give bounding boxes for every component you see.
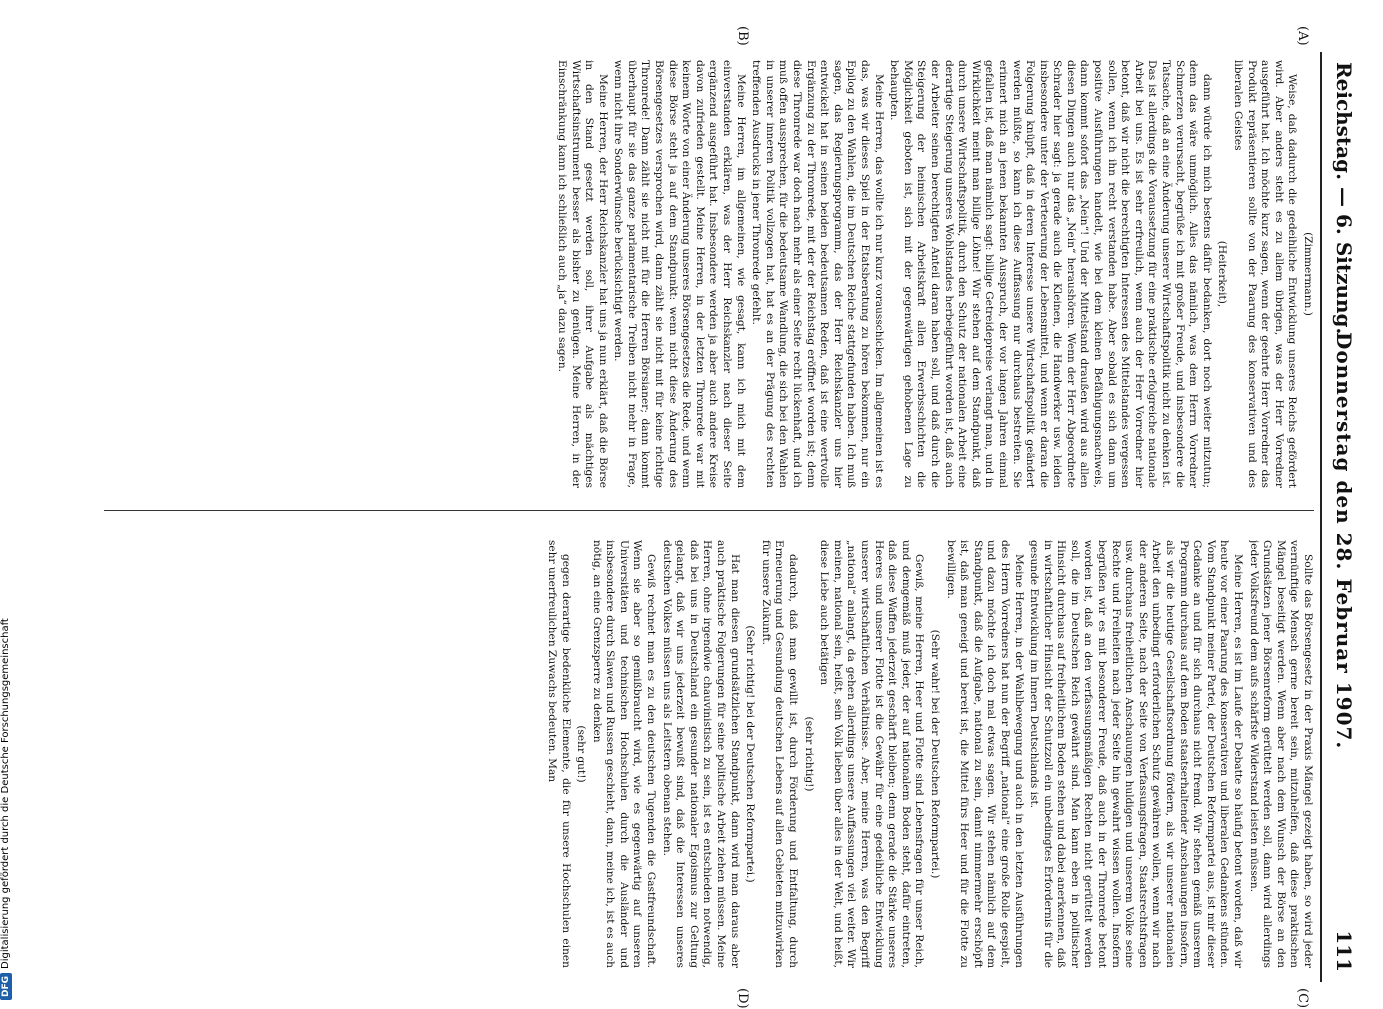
- header-rule: [1320, 52, 1322, 982]
- margin-marker-b: (B): [735, 26, 750, 46]
- paragraph: Weise, daß dadurch die gedeihliche Entwicklung unseres Reichs gefördert wird. Aber anders steht es zu allem übrigen, was der Herr Vorredner ausgeführt hat. Ich möchte kurz sagen, wenn der geehrte Herr Vorredner das Produkt repräsentieren sollte von der Paarung des konservativen und des liberalen Geistes: [1232, 60, 1299, 488]
- paragraph: Meine Herren, der Herr Reichskanzler hat uns ja nun erklärt, daß die Börse in den Stand gesetzt werden soll, ihrer Aufgabe als mächtiges Wirtschaftsinstrument besser als bisher zu genügen. Meine Herren, in der Einschränkung kann ich schließlich auch „ja“ dazu sagen.: [555, 60, 609, 488]
- interjection: (Sehr wahr! bei der Deutschen Reformpartei.): [928, 629, 941, 879]
- interjection: (Heiterkeit),: [1216, 240, 1229, 308]
- left-column: [94, 60, 1314, 488]
- paragraph: Hat man diesen grundsätzlichen Standpunkt, dann wird man daraus aber auch praktische Folgerungen für seine politische Arbeit ziehen müssen. Meine Herren, ohne irgendwie chauvinistisch zu sein, ist es entschieden notwendig, daß bei uns in Deutschland ein gesunder nationaler Egoismus zur Geltung gelangt, daß wir uns jederzeit bewußt sind, daß die Interessen unseres deutschen Volkes müssen uns als Leitstern obenan stehen.: [660, 540, 741, 968]
- column-divider: [104, 510, 1314, 511]
- paragraph: Meine Herren, das wollte ich nur kurz vorausschicken. Im allgemeinen ist es das, was wir dieses Spiel in der Etatsberatung zu hören bekommen, nur ein Epilog zu den Wahlen, die im Deutschen Reiche stattgefunden haben. Ich muß sagen, das Regierungsprogramm, das der Herr Reichskanzler uns hier entwickelt hat in seinen beiden bedeutsamen Reden, daß ist eine wertvolle Ergänzung zu der Thronrede, mit der der Reichstag eröffnet worden ist; denn diese Thronrede war doch nach mehr als einer Seite recht lückenhaft, und ich muß offen aussprechen, für die bedeutsame Wandlung, die sich bei den Wahlen in unserer inneren Politik vollzogen hat, hat es an der Prägung des rechten treffenden Ausdrucks in jener Thronrede gefehlt.: [750, 60, 885, 488]
- paragraph: Sollte das Börsengesetz in der Praxis Mängel gezeigt haben, so wird jeder vernünftige Mensch gerne bereit sein, mitzuhelfen, daß diese praktischen Mängel beseitigt werden. Wenn aber nach dem Wunsch der Börse an den Grundsätzen jener Börsenreform gerüttelt werden soll, dann wird allerdings jeder Volksfreund dem aufs schärfste Widerstand leisten müssen.: [1247, 540, 1314, 968]
- right-column: [94, 540, 1314, 968]
- page-number: 111: [1332, 930, 1356, 972]
- header-center: Donnerstag den 28. Februar 1907.: [1332, 332, 1356, 750]
- paragraph: Meine Herren, im allgemeinen, wie gesagt, kann ich mich mit dem einverstanden erklären, was der Herr Reichskanzler nach dieser Seite ergänzend ausgeführt hat. Insbesondere werden ja aber auch andere Kreise davon zufrieden gestellt. Meine Herren, in der letzten Thronrede war mit keinem Worte von einer Änderung unseres Börsengesetzes die Rede, und wenn diese Börse steht ja auf dem Standpunkt: wenn nicht diese Änderung des Börsengesetzes versprochen wird, dann zählt sie nicht mit für keine richtige Thronrede! Dann zählt sie nicht mit für die Herren Börsianer; dann kommt überhaupt für sie das ganze parlamentarische Treiben nicht mehr in Frage, wenn nicht ihre Sonderwünsche berücksichtigt werden.: [612, 60, 747, 488]
- interjection: (sehr richtig!): [802, 716, 815, 792]
- running-header: [1322, 52, 1362, 982]
- digitization-credit: [0, 580, 12, 1000]
- paragraph: Gewiß, meine Herren, Heer und Flotte sind Lebensfragen für unser Reich, und demgemäß muß jeder, der auf nationalem Boden steht, dafür eintreten, daß diese Waffen jederzeit geschärft bleiben; denn gerade die Stärke unseres Heeres und unserer Flotte ist die Gewähr für eine gedeihliche Entwicklung unserer wirtschaftlichen Verhältnisse. Aber, meine Herren, was den Begriff „national“ anlangt, da gehen allerdings unsere Auffassungen viel weiter. Wir meinen, national sein, heißt, sein Volk lieben über alles in der Welt, und heißt, diese Liebe auch betätigen: [818, 540, 926, 968]
- paragraph: dann würde ich mich bestens dafür bedanken, dort noch weiter mitzutun; denn das wäre unmöglich. Alles das nämlich, was dem Herrn Vorredner Schmerzen verursacht, begrüße ich mit großer Freude, und insbesondere die Tatsache, daß an eine Änderung unserer Wirtschaftspolitik nicht zu denken ist. Das ist allerdings die Voraussetzung für eine praktische erfolgreiche nationale Arbeit bei uns. Es ist sehr erfreulich, wenn auch der Herr Vorredner hier betont, daß wir nicht die berechtigten Interessen des Mittelstandes vergessen sollen, wenn ich ihn recht verstanden habe. Aber sobald es sich dann um positive Ausführungen handelt, wie bei dem kleinen Befähigungsnachweis, dann kommt sofort das „Nein“! Und der Mittelstand draußen wird aus allen diesen Dingen auch nur das „Nein“ heraushören. Wenn der Herr Abgeordnete Schrader hier sagt: ja gerade auch die Kleinen, die Handwerker usw. leiden insbesondere unter der Verteuerung der Lebensmittel, und wenn er daran die Folgerung knüpft, daß in deren Interesse unsere Wirtschaftspolitik geändert werden müßte, so kann ich diese Auffassung nur durchaus bestreiten. Sie erinnert mich an jenen bekannten Ausspruch, der vor langen Jahren einmal gefallen ist, daß man nämlich sagt: billige Getreidepreise verlangt man, und in Wirklichkeit meint man billige Löhne! Wir stehen auf dem Standpunkt, daß durch unsere Wirtschaftspolitik, durch den Schutz der nationalen Arbeit eine derartige Steigerung unseres Wohlstandes herbeigeführt worden ist, daß auch der Arbeiter seinen berechtigten Anteil daran haben soll, und daß durch die Steigerung der heimischen Arbeitskraft allen Erwerbsschichten die Möglichkeit geboten ist, sich mit der gegenwärtigen gehobenen Lage zu behaupten.: [888, 60, 1213, 488]
- paragraph: Meine Herren, in der Wahlbewegung und auch in den letzten Ausführungen des Herrn Vorredners hat nun der Begriff „national“ eine große Rolle gespielt, und dazu möchte ich doch mal etwas sagen. Wir stehen nämlich auf dem Standpunkt, daß die Aufgabe, national zu sein, damit nimmermehr erschöpft ist, daß man geneigt und bereit ist, die Mittel fürs Heer und für die Flotte zu bewilligen.: [944, 540, 1025, 968]
- paragraph: gegen derartige bedenkliche Elemente, die für unsere Hochschulen einen sehr unerfreulichen Zuwachs bedeuten. Man: [545, 540, 572, 968]
- rotated-page: [72, 26, 1362, 1009]
- dfg-logo: DFG: [0, 973, 12, 1000]
- paragraph: dadurch, daß man gewillt ist, durch Förderung und Entfaltung, durch Erneuerung und Gesundung deutschen Lebens auf allen Gebieten mitzuwirken für unsere Zukunft.: [759, 540, 800, 968]
- paragraph: Meine Herren, es ist im Laufe der Debatte so häufig betont worden, daß wir heute vor einer Paarung des konservativen und liberalen Gedankens stünden. Vom Standpunkt meiner Partei, der Deutschen Reformpartei aus, ist mir dieser Gedanke an und für sich durchaus nicht fremd. Wir stehen gemäß unserem Programm durchaus auf dem Boden staatserhaltender Anschauungen insofern, als wir die heutige Gesellschaftsordnung fördern, als wir unserer nationalen Arbeit den unbedingt erforderlichen Schutz gewähren wollen, wenn wir nach der anderen Seite, nach der Seite von Verfassungsfragen, Staatsrechtsfragen usw. durchaus freiheitlichen Anschauungen huldigen und unserem Volke seine Rechte und Freiheiten nach jeder Seite hin gewahrt wissen wollen. Insofern begrüßen wir es mit besonderer Freude, daß auch in der Thronrede betont worden ist, daß an den verfassungsmäßigen Rechten nicht gerüttelt werden soll, die im Deutschen Reich gewährt sind. Man kann eben in politischer Hinsicht durchaus auf freiheitlichem Boden stehen und dabei anerkennen, daß in wirtschaftlicher Hinsicht der Schutzzoll ein unbedingtes Erfordernis für die gesunde Entwicklung im Innern Deutschlands ist.: [1028, 540, 1245, 968]
- interjection: (sehr gut!): [575, 725, 588, 783]
- margin-marker-a: (A): [1295, 26, 1310, 46]
- paragraph: Gewiß rechnet man es zu den deutschen Tugenden die Gastfreundschaft. Wenn sie aber so gemißbraucht wird, wie es gegenwärtig auf unseren Universitäten und technischen Hochschulen durch die Ausländer und insbesondere durch Slawen und Russen geschieht, dann, meine ich, ist es auch nötig, an eine Grenzsperre zu denken: [590, 540, 658, 968]
- interjection: (Sehr richtig! bei der Deutschen Reformpartei.): [744, 625, 757, 883]
- margin-marker-d: (D): [735, 988, 750, 1009]
- header-left: Reichstag. — 6. Sitzung.: [1332, 62, 1356, 335]
- speaker-name: (Zimmermann.): [1302, 232, 1314, 316]
- margin-marker-c: (C): [1295, 988, 1310, 1009]
- credit-text: Digitalisierung gefördert durch die Deutsche Forschungsgemeinschaft: [0, 618, 11, 969]
